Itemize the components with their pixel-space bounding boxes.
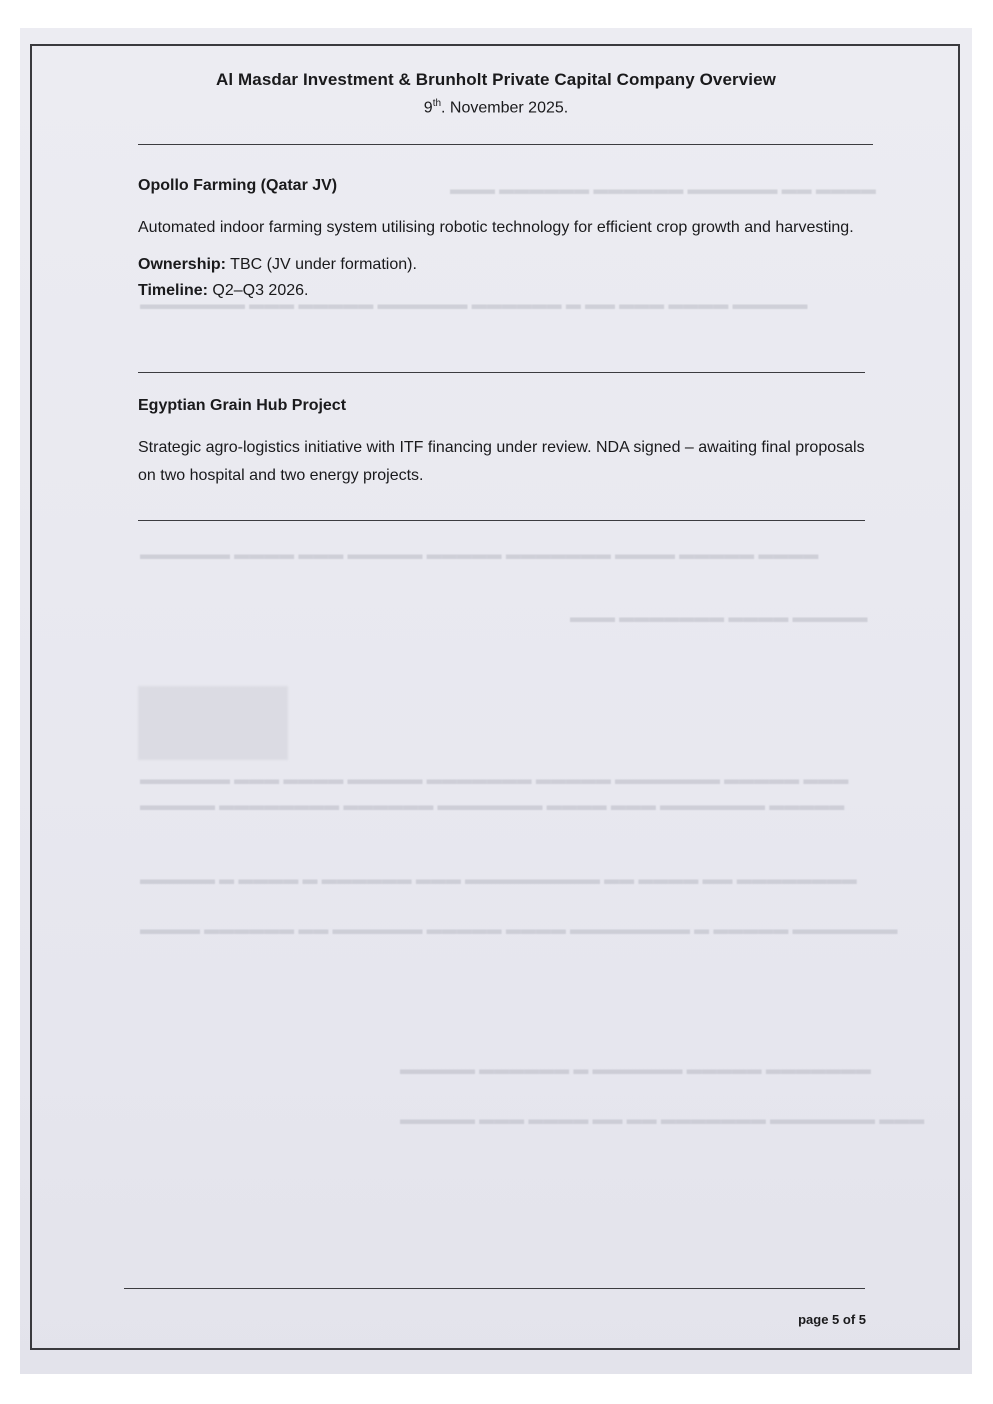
bleed-through-text: ▬▬▬▬▬▬▬▬ ▬▬ ▬▬▬▬ ▬▬ ▬▬▬▬▬▬▬▬▬ ▬▬▬ ▬▬▬▬▬▬ ▬ ▬▬▬▬ ▬ ▬▬▬▬▬: [140, 871, 857, 888]
footer-divider: [124, 1288, 865, 1289]
timeline-value: Q2–Q3 2026.: [207, 282, 309, 299]
section-description: Automated indoor farming system utilising robotic technology for efficient crop growth and harvesting.: [138, 219, 854, 236]
bleed-through-text: ▬▬▬▬ ▬▬▬▬▬ ▬▬▬▬ ▬▬▬▬▬▬▬ ▬▬▬▬▬ ▬▬▬▬▬ ▬▬▬ ▬▬▬▬ ▬▬▬▬▬▬: [140, 546, 819, 563]
section-title: Opollo Farming (Qatar JV): [138, 177, 338, 194]
date-rest: . November 2025.: [441, 99, 569, 117]
page-number: page 5 of 5: [798, 1312, 866, 1327]
header-divider: [138, 144, 873, 145]
bleed-through-text: ▬▬▬▬▬▬▬ ▬▬▬▬▬ ▬▬▬▬▬▬ ▬ ▬▬▬▬▬▬ ▬▬▬▬▬: [400, 1061, 871, 1078]
document-header: [20, 68, 972, 120]
document-page: [20, 28, 972, 1374]
document-date: [20, 92, 972, 120]
date-day: 9: [423, 99, 433, 117]
ownership-label: Ownership:: [138, 256, 227, 273]
bleed-through-text: ▬▬▬▬▬ ▬▬▬▬ ▬▬▬ ▬▬ ▬ ▬▬▬▬▬▬ ▬▬▬▬▬▬ ▬▬▬▬▬ ▬▬▬ ▬▬▬▬▬▬▬: [140, 296, 808, 313]
bleed-through-text: ▬▬▬ ▬▬▬▬▬ ▬▬▬▬▬▬▬ ▬▬▬▬▬ ▬▬▬▬▬▬▬ ▬▬▬▬▬ ▬▬▬▬ ▬▬▬ ▬▬▬▬▬▬: [140, 771, 849, 788]
section-description: Strategic agro-logistics initiative with ITF financing under review. NDA signed – awaiting final proposals on two hospital and two energy projects.: [138, 439, 865, 484]
section-egyptian-grain-hub: [138, 396, 873, 500]
date-suffix: th: [432, 98, 442, 109]
timeline-line: [138, 278, 873, 304]
section-divider: [138, 372, 865, 373]
ownership-line: [138, 252, 873, 278]
ownership-value: TBC (JV under formation).: [226, 256, 417, 273]
section-divider: [138, 520, 865, 521]
bleed-through-text: ▬▬▬▬▬ ▬▬▬▬▬▬▬ ▬▬▬ ▬▬▬▬ ▬▬▬▬▬▬▬ ▬▬▬▬▬▬ ▬▬▬▬▬▬▬▬ ▬▬▬▬▬: [140, 797, 845, 814]
bleed-through-text: ▬▬▬▬▬ ▬▬▬▬ ▬▬▬▬▬▬▬ ▬▬▬: [570, 609, 868, 626]
bleed-through-text: ▬▬▬▬ ▬▬ ▬▬▬▬▬▬ ▬▬▬▬▬▬ ▬▬▬▬▬▬ ▬▬▬: [450, 181, 876, 198]
document-title: Al Masdar Investment & Brunholt Private Capital Company Overview: [216, 70, 776, 89]
bleed-through-text: ▬▬▬▬▬▬▬ ▬▬▬▬▬ ▬ ▬▬▬▬▬▬▬▬ ▬▬▬▬ ▬▬▬▬▬ ▬▬▬▬▬▬ ▬▬ ▬▬▬▬▬▬ ▬▬▬▬: [140, 921, 898, 938]
section-opollo-farming: [138, 176, 873, 304]
bleed-through-text: ▬▬▬ ▬▬▬▬▬▬▬ ▬▬▬▬▬▬▬ ▬▬ ▬▬ ▬▬▬▬ ▬▬▬ ▬▬▬▬▬: [400, 1111, 925, 1128]
bleed-through-image: [138, 686, 288, 760]
timeline-label: Timeline:: [138, 282, 208, 299]
section-title: Egyptian Grain Hub Project: [138, 397, 347, 414]
